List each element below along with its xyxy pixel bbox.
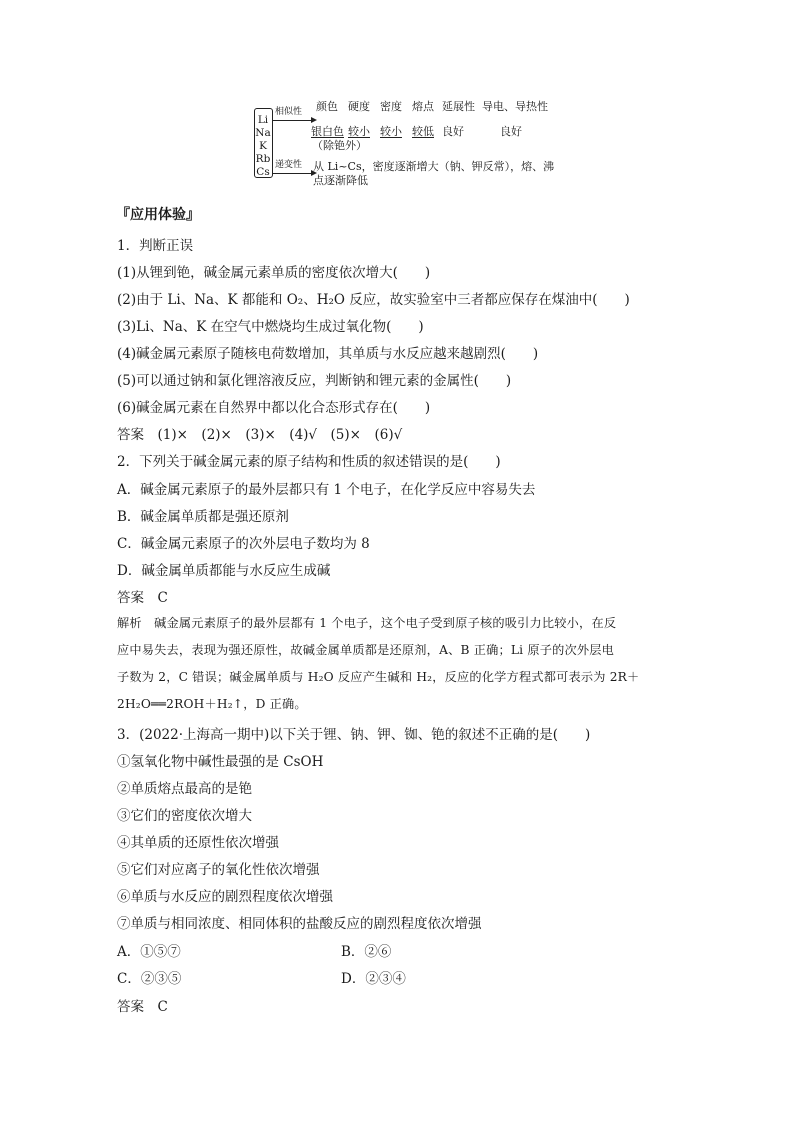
value-color: 银白色 (311, 125, 344, 138)
q1-title: 1．判断正误 (117, 238, 194, 254)
similarity-arrow-head (311, 117, 317, 123)
value-conductivity: 良好 (500, 125, 522, 138)
prop-melting: 熔点 (412, 100, 434, 113)
q3-item-2: ②单质熔点最高的是铯 (117, 781, 252, 797)
q2-analysis-line4: 2H₂O══2ROH＋H₂↑，D 正确。 (117, 697, 307, 711)
q3-option-a: A．①⑤⑦ (117, 944, 181, 960)
element-cs: Cs (256, 166, 270, 178)
similarity-arrow-line (273, 120, 313, 121)
section-title: 『应用体验』 (116, 207, 200, 223)
q1-item-4: (4)碱金属元素原子随核电荷数增加，其单质与水反应越来越剧烈( ) (117, 346, 539, 362)
alkali-metal-property-diagram (254, 98, 564, 186)
q3-option-d: D．②③④ (341, 971, 406, 987)
q2-analysis-line2: 应中易失去，表现为强还原性，故碱金属单质都是还原剂，A、B 正确；Li 原子的次外层电 (117, 643, 615, 657)
value-melting: 较低 (412, 125, 434, 138)
q2-title: 2．下列关于碱金属元素的原子结构和性质的叙述错误的是( ) (117, 454, 501, 470)
prop-conductivity: 导电、导热性 (482, 100, 548, 113)
value-ductility: 良好 (442, 125, 464, 138)
q2-answer: 答案 C (117, 590, 168, 606)
q2-option-a: A．碱金属元素原子的最外层都只有 1 个电子，在化学反应中容易失去 (117, 482, 536, 498)
prop-color: 颜色 (316, 100, 338, 113)
element-rb: Rb (255, 153, 271, 165)
q2-option-c: C．碱金属元素原子的次外层电子数均为 8 (117, 536, 370, 552)
q3-item-3: ③它们的密度依次增大 (117, 808, 252, 824)
q1-answer: 答案 (1)× (2)× (3)× (4)√ (5)× (6)√ (117, 427, 403, 443)
gradual-label: 递变性 (275, 160, 303, 170)
q1-item-5: (5)可以通过钠和氯化锂溶液反应，判断钠和锂元素的金属性( ) (117, 373, 512, 389)
q3-answer: 答案 C (117, 999, 168, 1015)
q1-item-3: (3)Li、Na、K 在空气中燃烧均生成过氧化物( ) (117, 319, 424, 335)
q2-analysis-line1: 解析 碱金属元素原子的最外层都有 1 个电子，这个电子受到原子核的吸引力比较小，在反 (117, 616, 617, 630)
similarity-label: 相似性 (275, 107, 303, 117)
q3-option-b: B．②⑥ (341, 944, 392, 960)
prop-ductility: 延展性 (442, 100, 475, 113)
prop-hardness: 硬度 (348, 100, 370, 113)
gradual-desc-line1: 从 Li~Cs，密度逐渐增大（钠、钾反常），熔、沸 (313, 160, 555, 173)
element-na: Na (255, 127, 271, 139)
q2-analysis-line3: 子数为 2，C 错误；碱金属单质与 H₂O 反应产生碱和 H₂，反应的化学方程式都可表示为 2R＋ (117, 670, 640, 684)
q3-item-7: ⑦单质与相同浓度、相同体积的盐酸反应的剧烈程度依次增强 (117, 916, 482, 932)
element-k: K (259, 140, 267, 152)
q1-item-1: (1)从锂到铯，碱金属元素单质的密度依次增大( ) (117, 265, 431, 281)
gradual-arrow-line (273, 173, 313, 174)
gradual-desc-line2: 点逐渐降低 (313, 174, 368, 187)
q1-item-2: (2)由于 Li、Na、K 都能和 O₂、H₂O 反应，故实验室中三者都应保存在煤油中( ) (117, 292, 630, 308)
q3-item-4: ④其单质的还原性依次增强 (117, 835, 279, 851)
value-density: 较小 (380, 125, 402, 138)
except-note: （除铯外） (312, 139, 367, 152)
q3-option-c: C．②③⑤ (117, 971, 182, 987)
value-hardness: 较小 (348, 125, 370, 138)
element-li: Li (257, 114, 269, 126)
q2-option-d: D．碱金属单质都能与水反应生成碱 (117, 563, 331, 579)
q3-item-6: ⑥单质与水反应的剧烈程度依次增强 (117, 889, 333, 905)
prop-density: 密度 (380, 100, 402, 113)
q3-item-5: ⑤它们对应离子的氧化性依次增强 (117, 862, 320, 878)
q2-option-b: B．碱金属单质都是强还原剂 (117, 509, 289, 525)
q3-item-1: ①氢氧化物中碱性最强的是 CsOH (117, 754, 324, 770)
q1-item-6: (6)碱金属元素在自然界中都以化合态形式存在( ) (117, 400, 431, 416)
q3-title: 3．(2022·上海高一期中)以下关于锂、钠、钾、铷、铯的叙述不正确的是( ) (117, 727, 591, 743)
